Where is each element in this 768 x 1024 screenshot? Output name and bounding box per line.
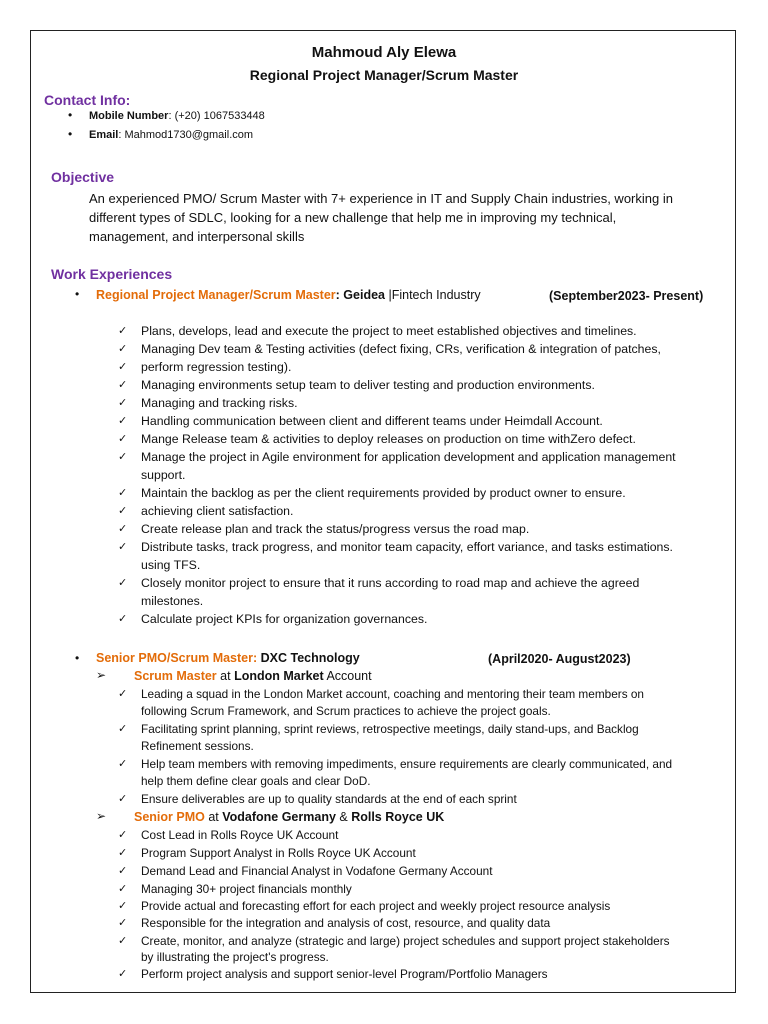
- bullet-icon: •: [68, 127, 73, 141]
- candidate-title: Regional Project Manager/Scrum Master: [249, 67, 519, 83]
- job1-item: Plans, develops, lead and execute the project to meet established objectives and timelines.: [141, 324, 637, 338]
- sub2-item: Perform project analysis and support senior-level Program/Portfolio Managers: [141, 967, 548, 981]
- sub2-item: by illustrating the project's progress.: [141, 950, 329, 964]
- email-label: Email: [89, 129, 119, 141]
- check-icon: ✓: [118, 487, 128, 499]
- sub2-item: Managing 30+ project financials monthly: [141, 882, 352, 896]
- sub2-header: [134, 810, 444, 824]
- sub1-item: Help team members with removing impediments, ensure requirements are clearly communicated, and: [141, 757, 673, 771]
- sub1-item: Facilitating sprint planning, sprint reviews, retrospective meetings, daily stand-ups, and Backlog: [141, 722, 639, 736]
- job2-role: Senior PMO/Scrum Master:: [96, 651, 258, 665]
- check-icon: ✓: [118, 883, 128, 895]
- check-icon: ✓: [118, 415, 128, 427]
- sub2-item: Program Support Analyst in Rolls Royce UK Account: [141, 846, 416, 860]
- job1-item: Calculate project KPIs for organization governances.: [141, 612, 428, 626]
- check-icon: ✓: [118, 577, 128, 589]
- check-icon: ✓: [118, 847, 128, 859]
- sub1-role: Scrum Master: [134, 669, 217, 683]
- check-icon: ✓: [118, 523, 128, 535]
- check-icon: ✓: [118, 433, 128, 445]
- sub1-item: following Scrum Framework, and Scrum practices to achieve the project goals.: [141, 704, 551, 718]
- contact-mobile: [89, 110, 265, 122]
- sub1-item: Leading a squad in the London Market account, coaching and mentoring their team members on: [141, 687, 644, 701]
- check-icon: ✓: [118, 865, 128, 877]
- sub2-item: Demand Lead and Financial Analyst in Vodafone Germany Account: [141, 864, 493, 878]
- job1-industry: |Fintech Industry: [384, 288, 481, 302]
- check-icon: ✓: [118, 688, 128, 700]
- sub1-at: at: [216, 669, 235, 683]
- email-value: : Mahmod1730@gmail.com: [118, 129, 254, 141]
- check-icon: ✓: [118, 343, 128, 355]
- job1-item: support.: [141, 468, 186, 482]
- contact-email: [89, 129, 253, 141]
- check-icon: ✓: [118, 397, 128, 409]
- contact-heading: Contact Info:: [44, 92, 131, 108]
- check-icon: ✓: [118, 935, 128, 947]
- sub1-header: [134, 669, 372, 683]
- sub1-account: London Market: [234, 669, 324, 683]
- check-icon: ✓: [118, 379, 128, 391]
- check-icon: ✓: [118, 541, 128, 553]
- bullet-icon: •: [75, 287, 80, 301]
- job1-item: perform regression testing).: [141, 360, 292, 374]
- job1-item: Handling communication between client and different teams under Heimdall Account.: [141, 414, 603, 428]
- job1-item: Mange Release team & activities to deploy releases on production on time withZero defect.: [141, 432, 636, 446]
- sub1-suffix: Account: [323, 669, 372, 683]
- job2-dates: (April2020- August2023): [488, 652, 631, 666]
- check-icon: ✓: [118, 758, 128, 770]
- sub2-amp: &: [335, 810, 352, 824]
- job1-item: Maintain the backlog as per the client requirements provided by product owner to ensure.: [141, 486, 626, 500]
- check-icon: ✓: [118, 917, 128, 929]
- check-icon: ✓: [118, 451, 128, 463]
- job1-item: Managing Dev team & Testing activities (defect fixing, CRs, verification & integration of patches,: [141, 342, 661, 356]
- candidate-name: Mahmoud Aly Elewa: [311, 44, 457, 61]
- check-icon: ✓: [118, 505, 128, 517]
- check-icon: ✓: [118, 723, 128, 735]
- objective-heading: Objective: [51, 169, 115, 185]
- mobile-value: : (+20) 1067533448: [168, 110, 265, 122]
- sub1-item: Refinement sessions.: [141, 739, 254, 753]
- job1-item: Manage the project in Agile environment for application development and application management: [141, 450, 676, 464]
- job2-company: DXC Technology: [257, 651, 360, 665]
- bullet-icon: •: [75, 651, 80, 665]
- work-heading: Work Experiences: [51, 266, 173, 282]
- job2-header: [96, 651, 360, 665]
- sub2-at: at: [204, 810, 223, 824]
- mobile-label: Mobile Number: [89, 110, 169, 122]
- check-icon: ✓: [118, 793, 128, 805]
- sub2-account1: Vodafone Germany: [222, 810, 336, 824]
- sub2-item: Provide actual and forecasting effort for each project and weekly project resource analysis: [141, 899, 611, 913]
- job1-item: achieving client satisfaction.: [141, 504, 294, 518]
- arrow-icon: ➢: [96, 668, 107, 682]
- arrow-icon: ➢: [96, 809, 107, 823]
- check-icon: ✓: [118, 613, 128, 625]
- job1-dates: (September2023- Present): [549, 289, 704, 303]
- sub2-item: Create, monitor, and analyze (strategic and large) project schedules and support project stakeholders: [141, 934, 670, 948]
- job1-item: Create release plan and track the status/progress versus the road map.: [141, 522, 530, 536]
- check-icon: ✓: [118, 361, 128, 373]
- job1-item: Managing environments setup team to deliver testing and production environments.: [141, 378, 595, 392]
- objective-line: management, and interpersonal skills: [89, 229, 305, 244]
- job1-role: Regional Project Manager/Scrum Master: [96, 288, 336, 302]
- objective-line: different types of SDLC, looking for a new challenge that help me in improving my technical,: [89, 210, 617, 225]
- job1-company: : Geidea: [335, 288, 385, 302]
- job1-item: Closely monitor project to ensure that it runs according to road map and achieve the agreed: [141, 576, 640, 590]
- check-icon: ✓: [118, 900, 128, 912]
- job1-item: Distribute tasks, track progress, and monitor team capacity, effort variance, and tasks estimations.: [141, 540, 673, 554]
- job1-item: milestones.: [141, 594, 204, 608]
- job1-item: Managing and tracking risks.: [141, 396, 298, 410]
- sub1-item: help them define clear goals and clear DoD.: [141, 774, 371, 788]
- check-icon: ✓: [118, 325, 128, 337]
- sub2-item: Cost Lead in Rolls Royce UK Account: [141, 828, 339, 842]
- sub2-account2: Rolls Royce UK: [351, 810, 445, 824]
- check-icon: ✓: [118, 968, 128, 980]
- sub1-item: Ensure deliverables are up to quality standards at the end of each sprint: [141, 792, 517, 806]
- sub2-item: Responsible for the integration and analysis of cost, resource, and quality data: [141, 916, 551, 930]
- job1-item: using TFS.: [141, 558, 201, 572]
- bullet-icon: •: [68, 108, 73, 122]
- objective-line: An experienced PMO/ Scrum Master with 7+ experience in IT and Supply Chain industries, working in: [89, 191, 673, 206]
- job1-header: [96, 288, 481, 302]
- sub2-role: Senior PMO: [134, 810, 205, 824]
- check-icon: ✓: [118, 829, 128, 841]
